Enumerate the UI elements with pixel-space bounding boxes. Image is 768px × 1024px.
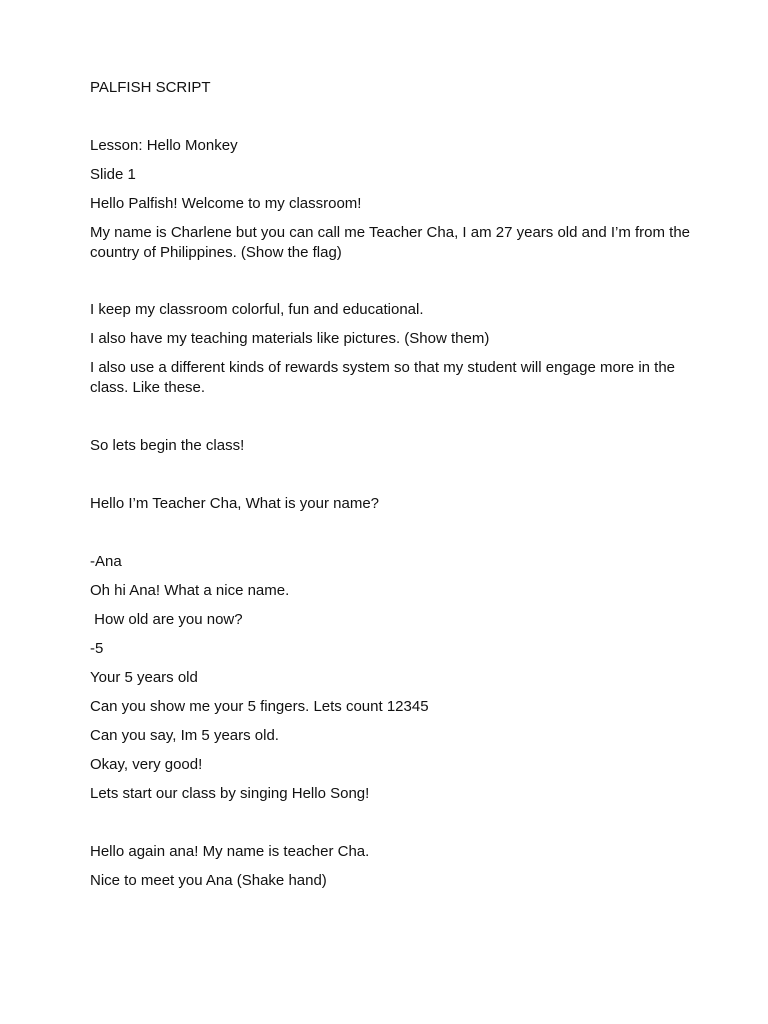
script-line: I also have my teaching materials like pictures. (Show them)	[90, 330, 490, 347]
script-line: Okay, very good!	[90, 756, 203, 773]
script-line: Lets start our class by singing Hello Song!	[90, 785, 370, 802]
script-line: Hello again ana! My name is teacher Cha.	[90, 843, 370, 860]
document-title: PALFISH SCRIPT	[90, 79, 211, 96]
script-line: I keep my classroom colorful, fun and educational.	[90, 301, 424, 318]
student-response: -Ana	[90, 553, 122, 570]
script-line: Can you show me your 5 fingers. Lets count 12345	[90, 698, 429, 715]
slide-line: Slide 1	[90, 166, 136, 183]
script-line: Oh hi Ana! What a nice name.	[90, 582, 290, 599]
script-line: Nice to meet you Ana (Shake hand)	[90, 872, 327, 889]
script-line: How old are you now?	[90, 611, 243, 628]
student-response: -5	[90, 640, 104, 657]
script-line: Hello I’m Teacher Cha, What is your name?	[90, 495, 380, 512]
script-paragraph: I also use a different kinds of rewards system so that my student will engage more in the class. Like these.	[90, 359, 680, 396]
script-line: Your 5 years old	[90, 669, 198, 686]
lesson-line: Lesson: Hello Monkey	[90, 137, 238, 154]
script-line: Hello Palfish! Welcome to my classroom!	[90, 195, 362, 212]
script-paragraph: My name is Charlene but you can call me Teacher Cha, I am 27 years old and I’m from the country of Philippines. (Show the flag)	[90, 224, 695, 261]
script-line: Can you say, Im 5 years old.	[90, 727, 279, 744]
script-line: So lets begin the class!	[90, 437, 245, 454]
